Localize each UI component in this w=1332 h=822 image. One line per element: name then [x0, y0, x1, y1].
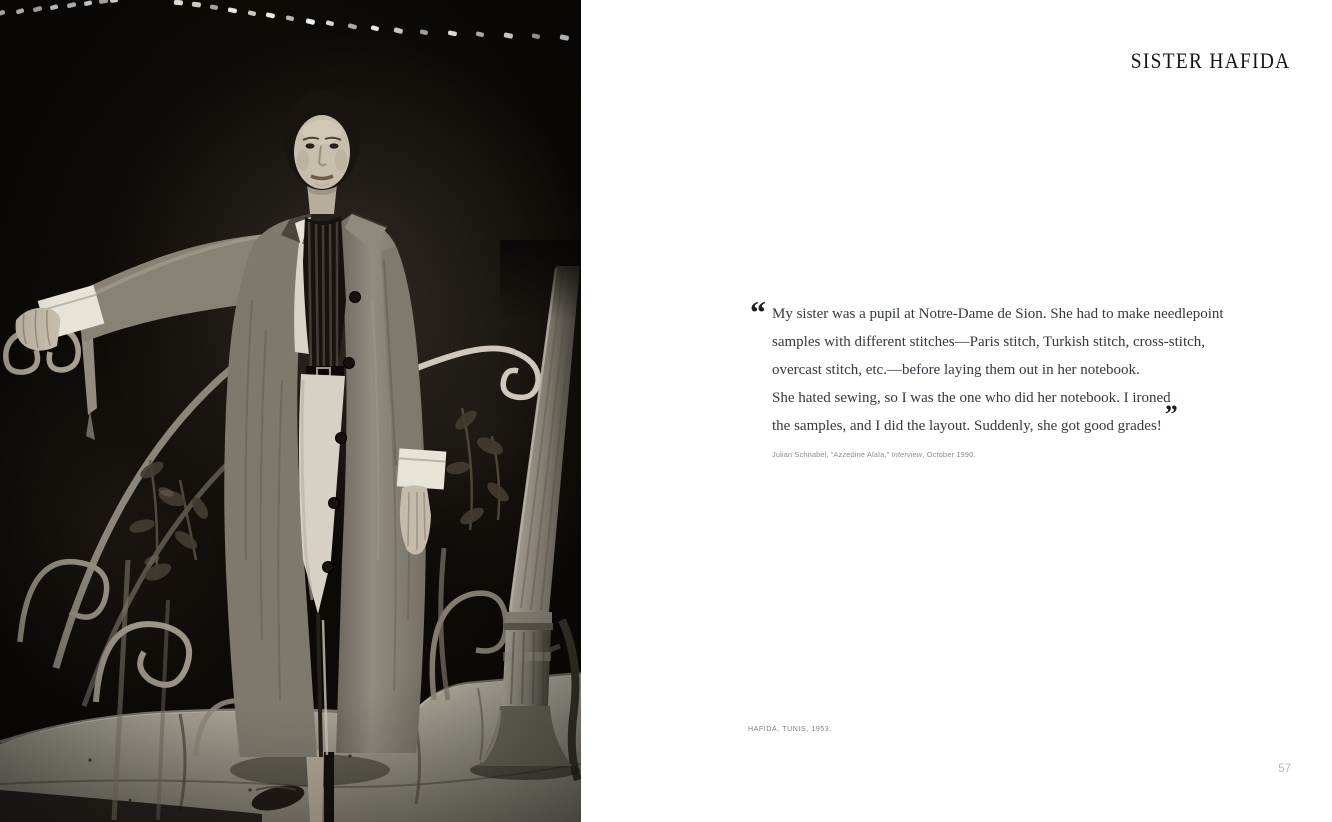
photo-page	[0, 0, 581, 822]
quote-lines	[772, 300, 1290, 440]
quote-line: overcast stitch, etc.—before laying them out in her notebook.	[772, 362, 1140, 378]
open-quote-mark: “	[750, 294, 766, 330]
quote-line-text: the samples, and I did the layout. Suddenly, she got good grades!	[772, 418, 1162, 434]
page-number: 57	[1278, 763, 1291, 775]
quote-line	[772, 400, 1290, 440]
page-title: SISTER HAFIDA	[1130, 48, 1290, 73]
attribution-prefix: Julian Schnabel, “Azzedine Alaïa,”	[772, 450, 892, 459]
attribution-source: Interview	[891, 450, 923, 459]
attribution-suffix: , October 1990.	[922, 450, 976, 459]
pull-quote	[750, 294, 1290, 459]
quote-line: samples with different stitches—Paris stitch, Turkish stitch, cross-stitch,	[772, 334, 1206, 350]
text-page	[581, 0, 1332, 822]
quote-line: My sister was a pupil at Notre-Dame de Sion. She had to make needlepoint	[772, 306, 1224, 322]
attribution	[772, 450, 1290, 459]
photo-hafida	[0, 0, 581, 822]
quote-line: She hated sewing, so I was the one who did her notebook. I ironed	[772, 390, 1171, 406]
close-quote-mark: ”	[1164, 400, 1178, 429]
photo-caption: HAFIDA, TUNIS, 1953.	[748, 726, 832, 733]
